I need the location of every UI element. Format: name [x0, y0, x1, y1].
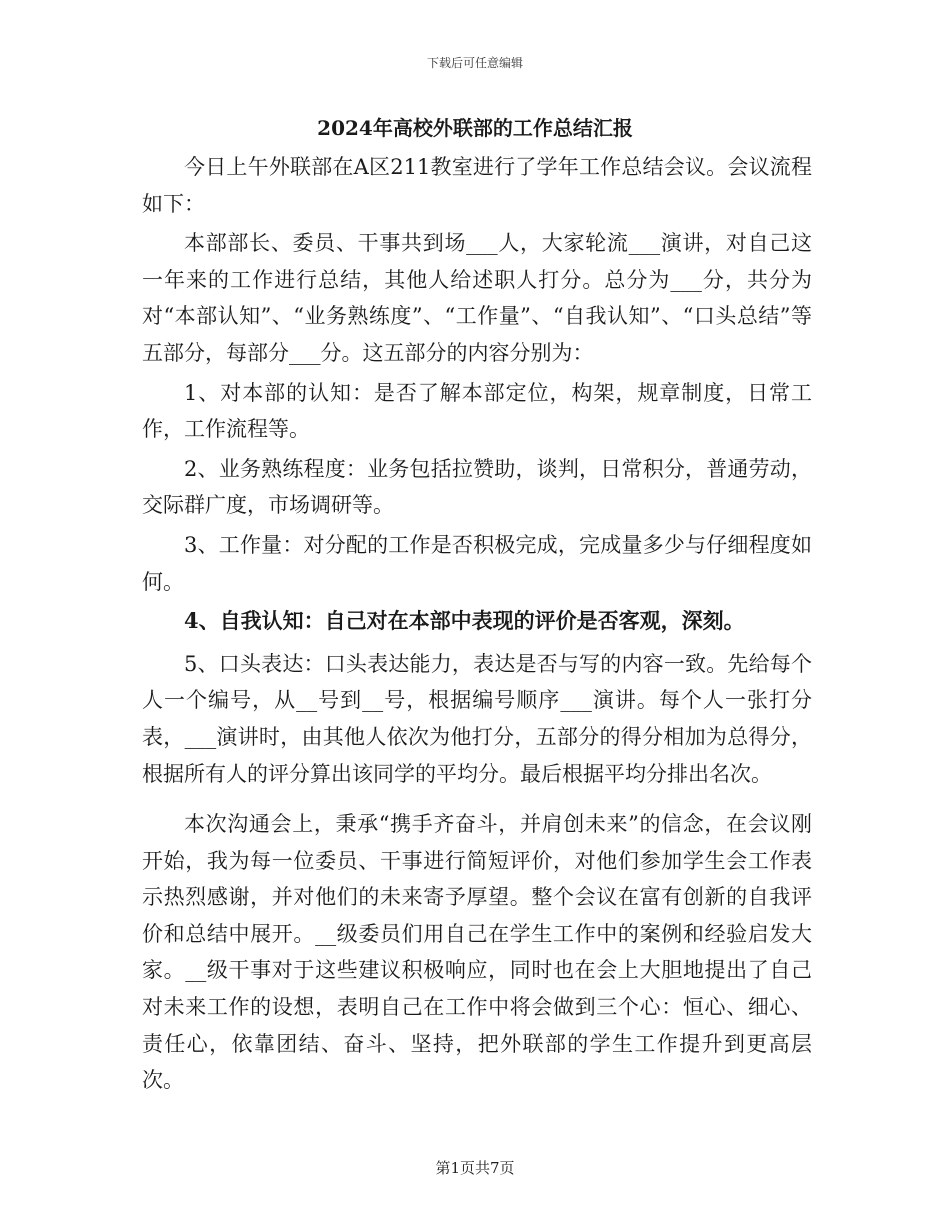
paragraph-summary: 本次沟通会上，秉承“携手齐奋斗，并肩创未来”的信念，在会议刚开始，我为每一位委员、干事进行简短评价，对他们参加学生会工作表示热烈感谢，并对他们的未来寄予厚望。整个会议在富有创新的自我评价和总结中展开。__级委员们用自己在学生工作中的案例和经验启发大家。__级干事对于这些建议积极响应，同时也在会上大胆地提出了自己对未来工作的设想，表明自己在工作中将会做到三个心：恒心、细心、责任心，依靠团结、奋斗、坚持，把外联部的学生工作提升到更高层次。 [142, 812, 812, 1093]
document-title: 2024年高校外联部的工作总结汇报 [317, 116, 633, 140]
paragraph-item-2: 2、业务熟练程度：业务包括拉赞助，谈判，日常积分，普通劳动，交际群广度，市场调研等。 [142, 456, 812, 518]
paragraph-item-4: 4、自我认知：自己对在本部中表现的评价是否客观，深刻。 [184, 608, 745, 634]
paragraph-attendance: 本部部长、委员、干事共到场___人，大家轮流___演讲，对自己这一年来的工作进行总结，其他人给述职人打分。总分为___分，共分为对“本部认知”、“业务熟练度”、“工作量”、“自我认知”、“口头总结”等五部分，每部分___分。这五部分的内容分别为： [142, 231, 812, 365]
header-note: 下载后可任意编辑 [426, 56, 523, 70]
paragraph-intro: 今日上午外联部在A区211教室进行了学年工作总结会议。会议流程如下： [142, 155, 812, 216]
paragraph-item-1: 1、对本部的认知：是否了解本部定位，构架，规章制度，日常工作，工作流程等。 [142, 380, 812, 442]
document-body [142, 149, 812, 1102]
page-footer: 第1页共7页 [435, 1159, 515, 1177]
paragraph-item-3: 3、工作量：对分配的工作是否积极完成，完成量多少与仔细程度如何。 [142, 532, 812, 594]
paragraph-item-5: 5、口头表达：口头表达能力，表达是否与写的内容一致。先给每个人一个编号，从__号到__号，根据编号顺序___演讲。每个人一张打分表，___演讲时，由其他人依次为他打分，五部分的得分相加为总得分，根据所有人的评分算出该同学的平均分。最后根据平均分排出名次。 [142, 651, 812, 786]
